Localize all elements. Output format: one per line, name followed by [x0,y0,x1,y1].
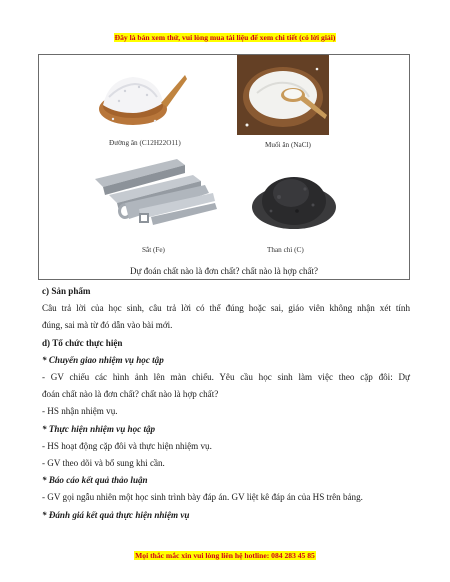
salt-bowl-image [237,55,329,135]
perform-task-line-2: - GV theo dõi và bổ sung khi cần. [42,458,165,469]
hotline-banner [0,545,450,563]
charcoal-caption: Than chì (C) [267,246,304,254]
sugar-caption: Đường ăn (C12H22O11) [109,139,181,147]
figure-question: Dự đoán chất nào là đơn chất? chất nào là hợp chất? [129,266,319,276]
assign-task-line-2: đoán chất nào là đơn chất? chất nào là hợp chất? [42,389,219,400]
lesson-content [42,283,410,524]
assign-task-heading: * Chuyển giao nhiệm vụ học tập [42,354,164,365]
organization-heading: d) Tổ chức thực hiện [42,337,123,348]
salt-caption: Muối ăn (NaCl) [265,141,311,149]
perform-task-heading: * Thực hiện nhiệm vụ học tập [42,423,156,434]
assign-task-line-3: - HS nhận nhiệm vụ. [42,406,118,417]
preview-notice-banner [0,27,450,45]
charcoal-powder-image [249,167,339,233]
report-results-heading: * Báo cáo kết quả thảo luận [42,475,148,486]
iron-beams-image [89,157,217,237]
sugar-spoon-image [95,57,187,131]
perform-task-line-1: - HS hoạt động cặp đôi và thực hiện nhiệm vụ. [42,440,212,451]
evaluate-results-heading: * Đánh giá kết quả thực hiện nhiệm vụ [42,509,190,520]
report-results-line-1: - GV gọi ngẫu nhiên một học sinh trình bày đáp án. GV liệt kê đáp án của HS trên bảng. [42,492,363,503]
product-heading: c) Sản phẩm [42,286,91,296]
assign-task-line-1: - GV chiếu các hình ảnh lên màn chiếu. Yêu cầu học sinh làm việc theo cặp đôi: Dự [42,372,410,383]
lesson-figure [38,54,410,280]
preview-notice-text: Đây là bản xem thử, vui lòng mua tài liệu để xem chi tiết (có lời giải) [114,33,336,42]
product-text-line-2: đúng, sai mà từ đó dẫn vào bài mới. [42,320,173,331]
product-text-line-1: Câu trả lời của học sinh, câu trả lời có thể đúng hoặc sai, giáo viên không nhận xét tính [42,303,410,314]
iron-caption: Sắt (Fe) [142,246,165,254]
hotline-text: Mọi thắc mắc xin vui lòng liên hệ hotline: 084 283 45 85 [135,551,315,560]
